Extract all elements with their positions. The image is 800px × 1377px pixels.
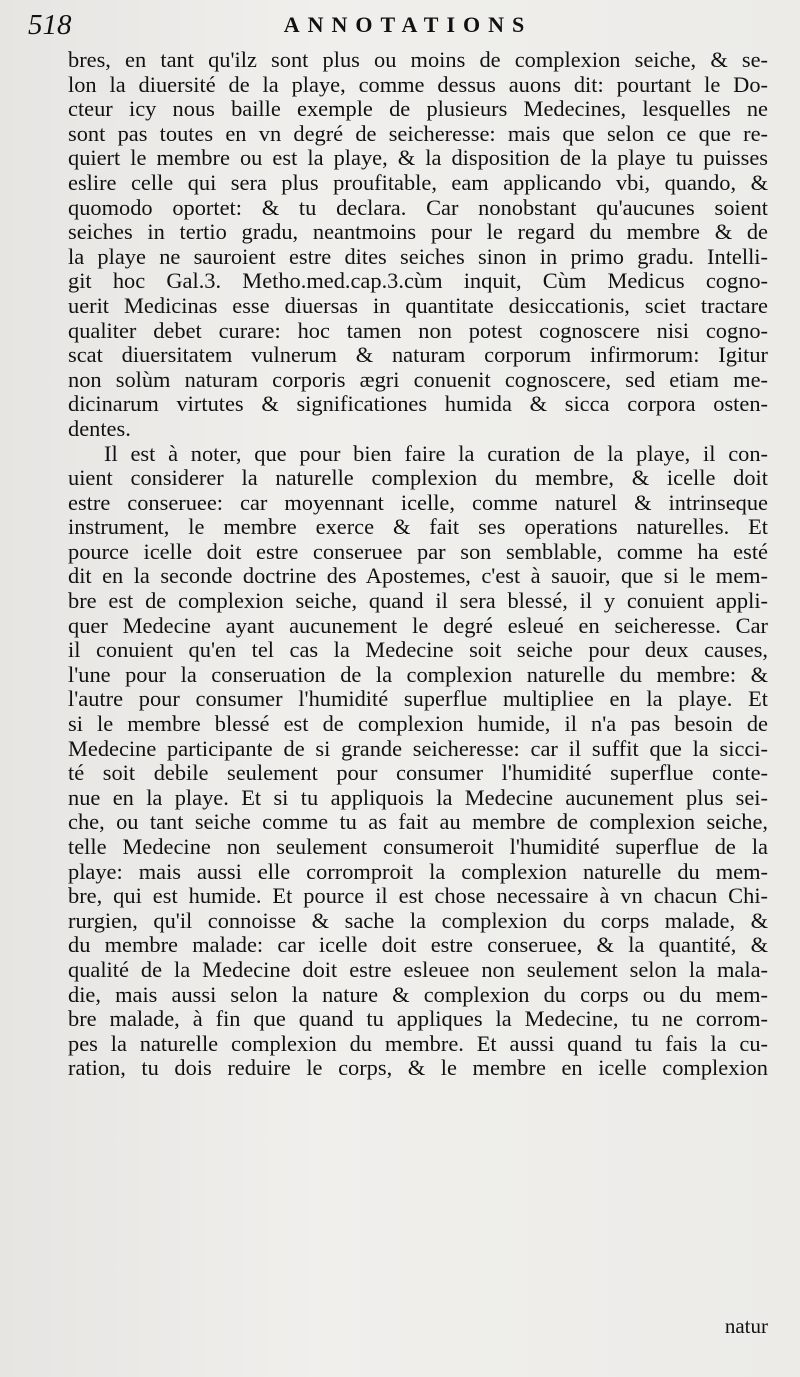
text-line: uerit Medicinas esse diuersas in quantitate desiccationis, sciet tractare [68,293,768,318]
paragraph-2 [68,442,768,1081]
text-line: l'autre pour consumer l'humidité superflue multipliee en la playe. Et [68,687,768,712]
text-line: eslire celle qui sera plus proufitable, eam applicando vbi, quando, & [68,170,768,195]
text-line: bre, qui est humide. Et pource il est chose necessaire à vn chacun Chi- [68,884,768,909]
text-line: non solùm naturam corporis ægri conuenit cognoscere, sed etiam me- [68,367,768,392]
page-number: 518 [28,9,72,41]
text-line: estre conseruee: car moyennant icelle, comme naturel & intrinseque [68,490,768,515]
text-line: Il est à noter, que pour bien faire la curation de la playe, il con- [104,441,768,466]
text-line: qualité de la Medecine doit estre esleuee non seulement selon la mala- [68,957,768,982]
text-line: dit en la seconde doctrine des Apostemes, c'est à sauoir, que si le mem- [68,564,768,589]
text-line: quer Medecine ayant aucunement le degré esleué en seicheresse. Car [68,613,768,638]
running-head: ANNOTATIONS [283,12,533,37]
text-line: ration, tu dois reduire le corps, & le membre en icelle complexion [68,1056,768,1081]
text-line: si le membre blessé est de complexion humide, il n'a pas besoin de [68,712,768,737]
text-line: bre malade, à fin que quand tu appliques la Medecine, tu ne corrom- [68,1007,768,1032]
text-line: la playe ne sauroient estre dites seiches sinon in primo gradu. Intelli- [68,244,768,269]
text-line: il conuient qu'en tel cas la Medecine soit seiche pour deux causes, [68,638,768,663]
text-line: l'une pour la conseruation de la complexion naturelle du membre: & [68,662,768,687]
text-line: bres, en tant qu'ilz sont plus ou moins de complexion seiche, & se- [68,48,768,72]
paragraph-1 [68,48,768,442]
text-line: nue en la playe. Et si tu appliquois la Medecine aucunement plus sei- [68,785,768,810]
text-line: telle Medecine non seulement consumeroit l'humidité superflue de la [68,835,768,859]
text-line: dentes. [68,416,131,441]
text-line: quiert le membre ou est la playe, & la disposition de la playe tu puisses [68,146,768,171]
page-header [28,6,788,46]
text-line: bre est de complexion seiche, quand il sera blessé, il y conuient appli- [68,589,768,614]
text-line: seiches in tertio gradu, neantmoins pour le regard du membre & de [68,220,768,245]
text-line: dicinarum virtutes & significationes humida & sicca corpora osten- [68,392,768,417]
text-line: lon la diuersité de la playe, comme dessus auons dit: pourtant le Do- [68,72,768,97]
text-line: git hoc Gal.3. Metho.med.cap.3.cùm inquit, Cùm Medicus cogno- [68,269,768,294]
text-line: che, ou tant seiche comme tu as fait au membre de complexion seiche, [68,810,768,835]
text-line: Medecine participante de si grande seicheresse: car il suffit que la sicci- [68,736,768,761]
text-line: uient considerer la naturelle complexion du membre, & icelle doit [68,466,768,491]
text-line: sont pas toutes en vn degré de seicheresse: mais que selon ce que re- [68,121,768,146]
text-line: rurgien, qu'il connoisse & sache la complexion du corps malade, & [68,908,768,933]
text-line: quomodo oportet: & tu declara. Car nonobstant qu'aucunes soient [68,195,768,220]
text-line: scat diuersitatem vulnerum & naturam corporum infirmorum: Igitur [68,343,768,368]
text-line: cteur icy nous baille exemple de plusieurs Medecines, lesquelles ne [68,97,768,122]
text-line: instrument, le membre exerce & fait ses operations naturelles. Et [68,515,768,540]
text-line: playe: mais aussi elle corromproit la complexion naturelle du mem- [68,859,768,884]
text-line: pource icelle doit estre conseruee par son semblable, comme ha esté [68,539,768,564]
text-line: du membre malade: car icelle doit estre conseruee, & la quantité, & [68,933,768,958]
text-line: die, mais aussi selon la nature & complexion du corps ou du mem- [68,982,768,1007]
catchword: natur [724,1314,768,1338]
text-line: pes la naturelle complexion du membre. Et aussi quand tu fais la cu- [68,1031,768,1056]
body-text [68,48,768,1081]
text-line: té soit debile seulement pour consumer l'humidité superflue conte- [68,761,768,786]
text-line: qualiter debet curare: hoc tamen non potest cognoscere nisi cogno- [68,318,768,343]
